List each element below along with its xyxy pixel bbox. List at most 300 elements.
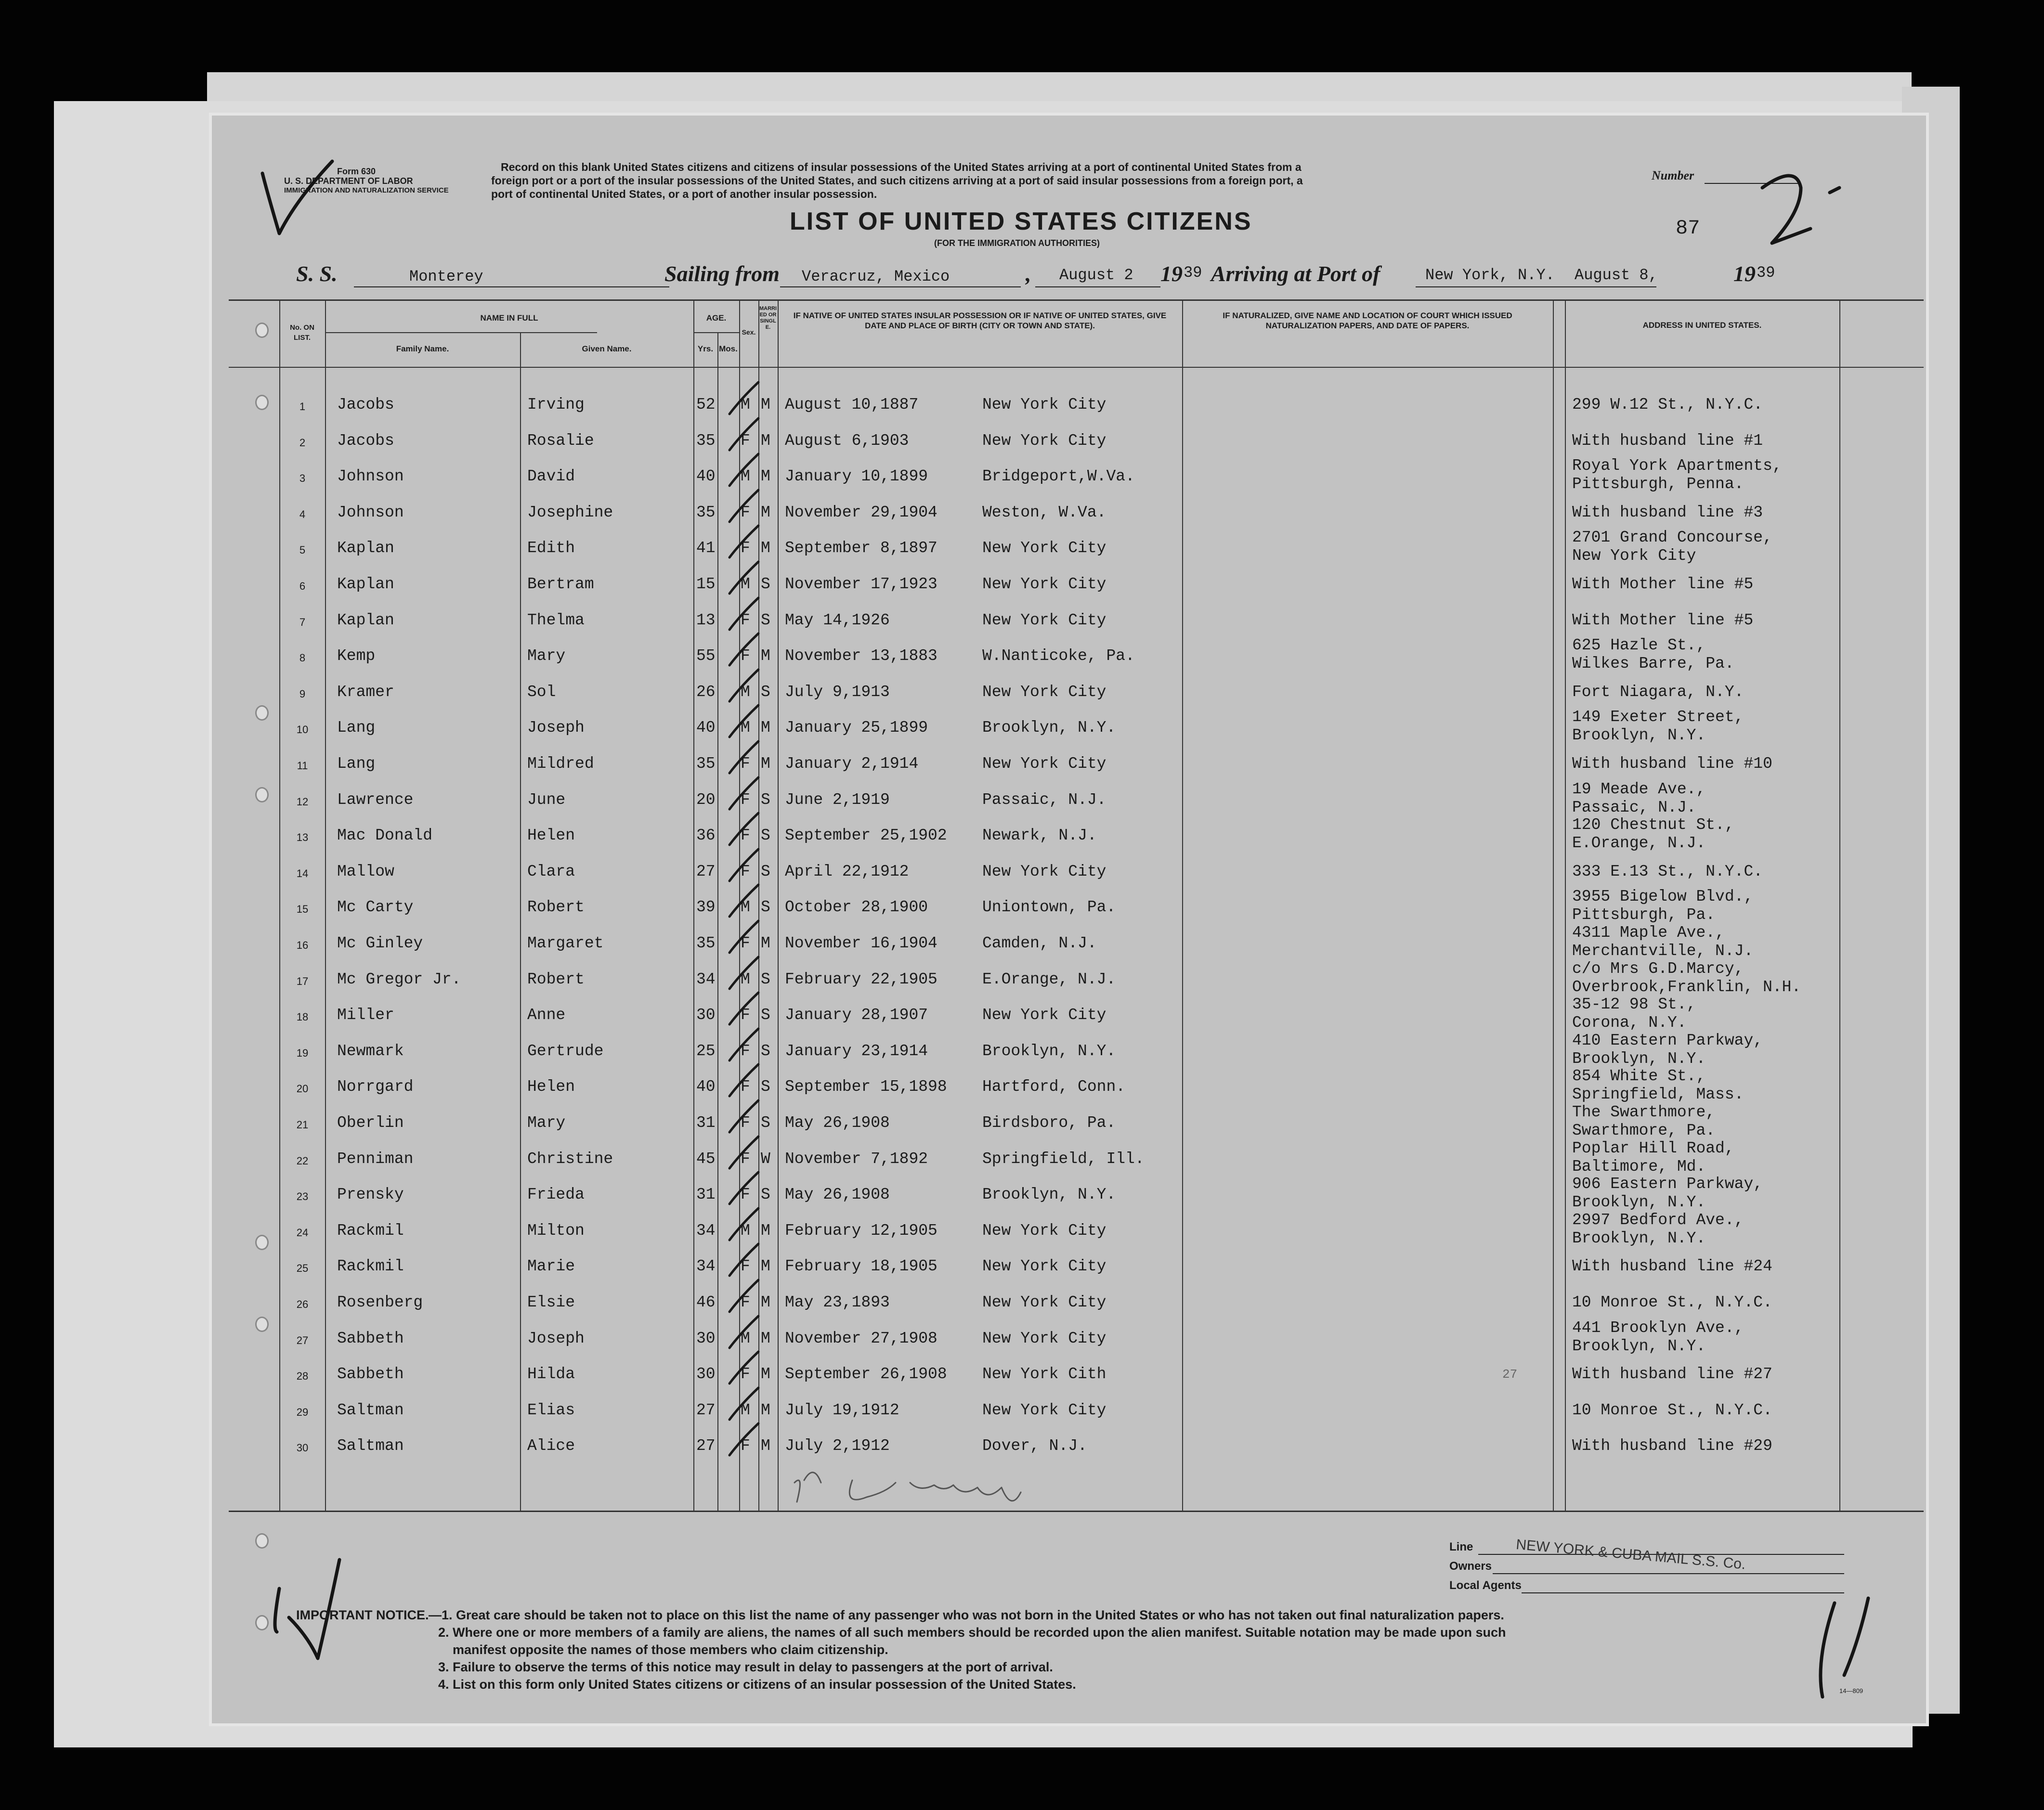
- birth-date: November 13,1883: [785, 647, 937, 665]
- row-number: 2: [299, 437, 306, 449]
- header-age: AGE.: [706, 313, 727, 323]
- age-years: 40: [696, 719, 716, 737]
- birth-date: May 26,1908: [785, 1114, 890, 1132]
- owners-underline: [1493, 1573, 1844, 1574]
- birth-date: May 23,1893: [785, 1293, 890, 1311]
- birth-place: New York City: [982, 683, 1107, 701]
- given-name: Christine: [527, 1150, 613, 1168]
- family-name: Rackmil: [337, 1222, 404, 1240]
- age-years: 27: [696, 1401, 716, 1419]
- header-name-in-full: NAME IN FULL: [480, 313, 538, 323]
- address-line: With husband line #27: [1572, 1365, 1772, 1383]
- given-name: Clara: [527, 863, 575, 880]
- address-line: With husband line #10: [1572, 755, 1772, 773]
- local-agents-label: Local Agents: [1449, 1579, 1522, 1592]
- birth-place: E.Orange, N.J.: [982, 970, 1116, 988]
- marital-status: S: [761, 1078, 770, 1096]
- family-name: Mallow: [337, 863, 394, 880]
- marital-status: M: [761, 432, 770, 450]
- address-line: 10 Monroe St., N.Y.C.: [1572, 1293, 1772, 1311]
- birth-date: July 9,1913: [785, 683, 890, 701]
- header-place-of-birth: IF NATIVE OF UNITED STATES INSULAR POSSESSION OR IF NATIVE OF UNITED STATES, GIVE DATE AND PLACE OF BIRTH (CITY OR TOWN AND STATE).: [793, 311, 1167, 330]
- sex: M: [741, 1401, 750, 1419]
- row-number: 9: [299, 688, 306, 700]
- header-address: ADDRESS IN UNITED STATES.: [1642, 321, 1762, 330]
- row-number: 20: [296, 1083, 309, 1095]
- marital-status: S: [761, 863, 770, 880]
- marital-status: M: [761, 1293, 770, 1311]
- family-name: Kramer: [337, 683, 394, 701]
- marital-status: M: [761, 1222, 770, 1240]
- birth-date: June 2,1919: [785, 791, 890, 809]
- notice-item-2: 2. Where one or more members of a family are aliens, the names of all such members should be recorded upon the alien manifest. Suitable notation may be made upon such: [438, 1625, 1506, 1640]
- marital-status: M: [761, 467, 770, 485]
- address-line: Wilkes Barre, Pa.: [1572, 655, 1734, 672]
- sex: F: [741, 1042, 750, 1060]
- line-label: Line: [1449, 1540, 1473, 1553]
- birth-date: November 29,1904: [785, 504, 937, 521]
- row-number: 21: [296, 1119, 309, 1131]
- age-years: 35: [696, 432, 716, 450]
- pencil-signature: [794, 1473, 1021, 1502]
- arrival-port: New York, N.Y.: [1425, 266, 1555, 284]
- address-line: 906 Eastern Parkway,: [1572, 1175, 1763, 1193]
- age-years: 35: [696, 934, 716, 952]
- notice-title: IMPORTANT NOTICE.: [296, 1608, 429, 1622]
- family-name: Sabbeth: [337, 1365, 404, 1383]
- given-name: Joseph: [527, 1330, 585, 1347]
- birth-place: New York City: [982, 1222, 1107, 1240]
- address-line: New York City: [1572, 547, 1696, 565]
- birth-date: September 26,1908: [785, 1365, 947, 1383]
- marital-status: S: [761, 898, 770, 916]
- address-line: Brooklyn, N.Y.: [1572, 1050, 1706, 1068]
- address-line: Passaic, N.J.: [1572, 799, 1696, 816]
- sex: M: [741, 898, 750, 916]
- birth-date: November 17,1923: [785, 575, 937, 593]
- birth-place: New York City: [982, 863, 1107, 880]
- age-years: 20: [696, 791, 716, 809]
- given-name: Milton: [527, 1222, 585, 1240]
- age-years: 34: [696, 970, 716, 988]
- marital-status: S: [761, 970, 770, 988]
- birth-date: November 7,1892: [785, 1150, 928, 1168]
- address-line: c/o Mrs G.D.Marcy,: [1572, 960, 1744, 978]
- birth-date: February 22,1905: [785, 970, 937, 988]
- birth-date: September 25,1902: [785, 827, 947, 844]
- address-line: Brooklyn, N.Y.: [1572, 726, 1706, 744]
- family-name: Mc Ginley: [337, 934, 423, 952]
- birth-date: January 28,1907: [785, 1006, 928, 1024]
- family-name: Norrgard: [337, 1078, 414, 1096]
- ss-label: S. S.: [296, 261, 338, 286]
- sex: M: [741, 575, 750, 593]
- birth-place: New York City: [982, 1257, 1107, 1275]
- age-years: 34: [696, 1257, 716, 1275]
- header-married-or-single: MARRIED OR SINGLE.: [759, 306, 777, 330]
- marital-status: S: [761, 683, 770, 701]
- sex: M: [741, 683, 750, 701]
- address-line: The Swarthmore,: [1572, 1103, 1716, 1121]
- sailing-year: 39: [1184, 264, 1202, 282]
- family-name: Jacobs: [337, 396, 394, 414]
- page-subtitle: (FOR THE IMMIGRATION AUTHORITIES): [934, 238, 1100, 248]
- birth-place: New York City: [982, 1006, 1107, 1024]
- handwritten-numeral: [1762, 176, 1810, 243]
- marital-status: M: [761, 1257, 770, 1275]
- age-years: 26: [696, 683, 716, 701]
- given-name: Robert: [527, 898, 585, 916]
- birth-place: Weston, W.Va.: [982, 504, 1107, 521]
- sex: M: [741, 467, 750, 485]
- family-name: Johnson: [337, 504, 404, 521]
- family-name: Kaplan: [337, 575, 394, 593]
- marital-status: M: [761, 755, 770, 773]
- age-years: 13: [696, 611, 716, 629]
- row-number: 10: [296, 724, 309, 736]
- marital-status: S: [761, 791, 770, 809]
- birth-date: October 28,1900: [785, 898, 928, 916]
- age-years: 39: [696, 898, 716, 916]
- row-number: 1: [299, 401, 306, 413]
- row-number: 5: [299, 544, 306, 556]
- marital-status: M: [761, 934, 770, 952]
- handwritten-marks: [212, 116, 1926, 1723]
- birth-date: August 6,1903: [785, 432, 909, 450]
- marital-status: S: [761, 1186, 770, 1203]
- given-name: Marie: [527, 1257, 575, 1275]
- sex: F: [741, 755, 750, 773]
- family-name: Johnson: [337, 467, 404, 485]
- family-name: Lang: [337, 755, 376, 773]
- birth-place: Brooklyn, N.Y.: [982, 1042, 1116, 1060]
- age-years: 40: [696, 1078, 716, 1096]
- header-years: Yrs.: [697, 344, 714, 353]
- row-number: 13: [296, 831, 309, 843]
- age-years: 35: [696, 755, 716, 773]
- age-years: 46: [696, 1293, 716, 1311]
- row-number: 11: [297, 760, 308, 772]
- age-years: 35: [696, 504, 716, 521]
- birth-place: New York City: [982, 1293, 1107, 1311]
- age-years: 31: [696, 1114, 716, 1132]
- birth-place: New York City: [982, 755, 1107, 773]
- address-line: With husband line #3: [1572, 504, 1763, 521]
- given-name: Alice: [527, 1437, 575, 1455]
- age-years: 31: [696, 1186, 716, 1203]
- row-number: 16: [296, 939, 309, 951]
- marital-status: M: [761, 1365, 770, 1383]
- given-name: Elias: [527, 1401, 575, 1419]
- sex: F: [741, 863, 750, 880]
- given-name: Joseph: [527, 719, 585, 737]
- birth-date: January 2,1914: [785, 755, 919, 773]
- service-name: IMMIGRATION AND NATURALIZATION SERVICE: [284, 186, 449, 194]
- marital-status: M: [761, 719, 770, 737]
- notice-item-2-cont: manifest opposite the names of those members who claim citizenship.: [453, 1642, 888, 1657]
- notice-item-4: 4. List on this form only United States citizens or citizens of an insular possession of the United States.: [438, 1677, 1076, 1692]
- marital-status: M: [761, 1437, 770, 1455]
- given-name: Helen: [527, 827, 575, 844]
- birth-place: New York Cith: [982, 1365, 1107, 1383]
- birth-place: Springfield, Ill.: [982, 1150, 1145, 1168]
- age-years: 45: [696, 1150, 716, 1168]
- instructions-line: Record on this blank United States citizens and citizens of insular possessions of the United States arriving at a port of continental United States from a: [501, 161, 1302, 173]
- family-name: Prensky: [337, 1186, 404, 1203]
- marital-status: S: [761, 1006, 770, 1024]
- age-years: 30: [696, 1330, 716, 1347]
- age-years: 52: [696, 396, 716, 414]
- birth-place: W.Nanticoke, Pa.: [982, 647, 1135, 665]
- address-line: Pittsburgh, Penna.: [1572, 475, 1744, 493]
- marital-status: M: [761, 1330, 770, 1347]
- marital-status: M: [761, 1401, 770, 1419]
- birth-date: January 10,1899: [785, 467, 928, 485]
- given-name: Elsie: [527, 1293, 575, 1311]
- given-name: David: [527, 467, 575, 485]
- address-line: 299 W.12 St., N.Y.C.: [1572, 396, 1763, 414]
- family-name: Saltman: [337, 1437, 404, 1455]
- birth-date: May 26,1908: [785, 1186, 890, 1203]
- family-name: Mc Carty: [337, 898, 414, 916]
- address-line: 333 E.13 St., N.Y.C.: [1572, 863, 1763, 880]
- sex: M: [741, 1222, 750, 1240]
- row-number: 15: [296, 903, 309, 915]
- marital-status: M: [761, 504, 770, 521]
- arrival-year: 39: [1757, 264, 1775, 282]
- family-name: Newmark: [337, 1042, 404, 1060]
- instructions-line: foreign port or a port of the insular possessions of the United States, and such citizens arriving at a port of said insular possessions from a foreign port, a: [491, 174, 1303, 187]
- given-name: Helen: [527, 1078, 575, 1096]
- marital-status: S: [761, 1114, 770, 1132]
- page-title: LIST OF UNITED STATES CITIZENS: [790, 207, 1252, 235]
- comma: ,: [1026, 261, 1031, 286]
- form-number: Form 630: [337, 167, 376, 176]
- row-number: 23: [296, 1190, 309, 1202]
- address-line: 3955 Bigelow Blvd.,: [1572, 888, 1754, 905]
- row-number: 8: [299, 652, 306, 664]
- header-sex: Sex.: [742, 328, 756, 336]
- address-line: 35-12 98 St.,: [1572, 996, 1696, 1013]
- row-number: 6: [299, 580, 306, 592]
- row-number: 25: [296, 1262, 309, 1274]
- arrival-date: August 8,: [1575, 266, 1658, 284]
- family-name: Oberlin: [337, 1114, 404, 1132]
- marital-status: S: [761, 575, 770, 593]
- marital-status: S: [761, 611, 770, 629]
- sex: F: [741, 934, 750, 952]
- address-line: 10 Monroe St., N.Y.C.: [1572, 1401, 1772, 1419]
- age-years: 34: [696, 1222, 716, 1240]
- given-name: Josephine: [527, 504, 613, 521]
- address-line: With husband line #24: [1572, 1257, 1772, 1275]
- address-line: Poplar Hill Road,: [1572, 1139, 1734, 1157]
- row-number: 14: [296, 867, 309, 879]
- sex: F: [741, 1186, 750, 1203]
- address-line: With Mother line #5: [1572, 575, 1754, 593]
- sex: F: [741, 1437, 750, 1455]
- given-name: Gertrude: [527, 1042, 604, 1060]
- pencil-note: 27: [1502, 1367, 1518, 1382]
- sailing-from-label: Sailing from: [664, 261, 780, 286]
- address-line: 2997 Bedford Ave.,: [1572, 1211, 1744, 1229]
- marital-status: M: [761, 647, 770, 665]
- arriving-label: Arriving at Port of: [1211, 261, 1380, 286]
- row-number: 29: [296, 1406, 309, 1418]
- given-name: Sol: [527, 683, 556, 701]
- given-name: Irving: [527, 396, 585, 414]
- family-name: Rosenberg: [337, 1293, 423, 1311]
- family-name: Kaplan: [337, 539, 394, 557]
- birth-place: Brooklyn, N.Y.: [982, 719, 1116, 737]
- family-name: Kaplan: [337, 611, 394, 629]
- given-name: Margaret: [527, 934, 604, 952]
- sex: F: [741, 1257, 750, 1275]
- address-line: 4311 Maple Ave.,: [1572, 924, 1725, 942]
- family-name: Mac Donald: [337, 827, 433, 844]
- sex: F: [741, 1365, 750, 1383]
- given-name: Mildred: [527, 755, 594, 773]
- row-number: 12: [296, 796, 309, 808]
- birth-date: January 23,1914: [785, 1042, 928, 1060]
- handwritten-stroke: [1830, 188, 1839, 193]
- department-name: U. S. DEPARTMENT OF LABOR: [284, 176, 413, 186]
- birth-date: February 12,1905: [785, 1222, 937, 1240]
- birth-date: November 16,1904: [785, 934, 937, 952]
- address-line: With husband line #29: [1572, 1437, 1772, 1455]
- address-line: 625 Hazle St.,: [1572, 636, 1706, 654]
- handwritten-stroke: [275, 1589, 279, 1632]
- given-name: Frieda: [527, 1186, 585, 1203]
- handwritten-checkmark: [262, 161, 332, 233]
- sex: F: [741, 1150, 750, 1168]
- handwritten-stroke: [1821, 1598, 1868, 1697]
- row-number: 3: [299, 472, 306, 484]
- given-name: June: [527, 791, 566, 809]
- address-line: 854 White St.,: [1572, 1067, 1706, 1085]
- row-number: 4: [299, 508, 306, 520]
- manifest-page: [212, 116, 1926, 1723]
- birth-place: Brooklyn, N.Y.: [982, 1186, 1116, 1203]
- age-years: 30: [696, 1365, 716, 1383]
- given-name: Hilda: [527, 1365, 575, 1383]
- marital-status: W: [761, 1150, 770, 1168]
- sex: F: [741, 791, 750, 809]
- birth-date: July 19,1912: [785, 1401, 899, 1419]
- address-line: Brooklyn, N.Y.: [1572, 1337, 1706, 1355]
- address-line: Baltimore, Md.: [1572, 1158, 1706, 1176]
- sex: F: [741, 647, 750, 665]
- family-name: Miller: [337, 1006, 394, 1024]
- given-name: Robert: [527, 970, 585, 988]
- age-years: 30: [696, 1006, 716, 1024]
- family-name: Penniman: [337, 1150, 414, 1168]
- given-name: Rosalie: [527, 432, 594, 450]
- sex: M: [741, 719, 750, 737]
- marital-status: M: [761, 396, 770, 414]
- sex: F: [741, 1293, 750, 1311]
- sex: F: [741, 611, 750, 629]
- birth-date: August 10,1887: [785, 396, 919, 414]
- address-line: Fort Niagara, N.Y.: [1572, 683, 1744, 701]
- family-name: Sabbeth: [337, 1330, 404, 1347]
- address-line: Pittsburgh, Pa.: [1572, 906, 1716, 924]
- sex: M: [741, 970, 750, 988]
- birth-place: Dover, N.J.: [982, 1437, 1087, 1455]
- birth-date: May 14,1926: [785, 611, 890, 629]
- ship-name: Monterey: [409, 268, 483, 285]
- header-given-name: Given Name.: [582, 344, 632, 353]
- birth-place: Bridgeport,W.Va.: [982, 467, 1135, 485]
- birth-place: Hartford, Conn.: [982, 1078, 1126, 1096]
- age-years: 40: [696, 467, 716, 485]
- given-name: Mary: [527, 1114, 566, 1132]
- sex: F: [741, 1114, 750, 1132]
- header-no-on-list: No. ON LIST.: [290, 323, 314, 342]
- birth-place: New York City: [982, 432, 1107, 450]
- address-line: 441 Brooklyn Ave.,: [1572, 1319, 1744, 1337]
- address-line: Springfield, Mass.: [1572, 1086, 1744, 1103]
- owners-label: Owners: [1449, 1560, 1492, 1573]
- line-company-stamp: NEW YORK & CUBA MAIL S.S. Co.: [1515, 1537, 1746, 1573]
- birth-place: New York City: [982, 1401, 1107, 1419]
- address-line: 2701 Grand Concourse,: [1572, 529, 1772, 546]
- birth-date: July 2,1912: [785, 1437, 890, 1455]
- address-line: 149 Exeter Street,: [1572, 708, 1744, 726]
- row-number: 28: [296, 1370, 309, 1382]
- family-name: Saltman: [337, 1401, 404, 1419]
- sheet-number: 87: [1676, 217, 1700, 240]
- address-line: Brooklyn, N.Y.: [1572, 1193, 1706, 1211]
- sex: M: [741, 396, 750, 414]
- sex: F: [741, 432, 750, 450]
- birth-date: April 22,1912: [785, 863, 909, 880]
- birth-place: Birdsboro, Pa.: [982, 1114, 1116, 1132]
- address-line: With Mother line #5: [1572, 611, 1754, 629]
- family-name: Kemp: [337, 647, 376, 665]
- birth-place: Newark, N.J.: [982, 827, 1097, 844]
- row-number: 22: [296, 1155, 309, 1167]
- given-name: Mary: [527, 647, 566, 665]
- address-line: Merchantville, N.J.: [1572, 942, 1754, 960]
- address-line: Brooklyn, N.Y.: [1572, 1229, 1706, 1247]
- marital-status: S: [761, 827, 770, 844]
- agents-underline: [1522, 1592, 1844, 1593]
- row-number: 26: [296, 1298, 309, 1310]
- birth-place: New York City: [982, 575, 1107, 593]
- age-years: 15: [696, 575, 716, 593]
- notice-item-1: —1. Great care should be taken not to place on this list the name of any passenger who was not born in the United States or who has not taken out final naturalization papers.: [429, 1608, 1504, 1622]
- row-number: 7: [299, 616, 306, 628]
- birth-place: Uniontown, Pa.: [982, 898, 1116, 916]
- address-line: Corona, N.Y.: [1572, 1014, 1687, 1032]
- header-naturalization: IF NATURALIZED, GIVE NAME AND LOCATION OF COURT WHICH ISSUED NATURALIZATION PAPERS, AND DATE OF PAPERS.: [1223, 311, 1512, 330]
- family-name: Mc Gregor Jr.: [337, 970, 461, 988]
- birth-date: September 15,1898: [785, 1078, 947, 1096]
- birth-date: January 25,1899: [785, 719, 928, 737]
- header-family-name: Family Name.: [396, 344, 449, 353]
- birth-place: New York City: [982, 1330, 1107, 1347]
- birth-place: New York City: [982, 539, 1107, 557]
- age-years: 36: [696, 827, 716, 844]
- row-number: 18: [296, 1011, 309, 1023]
- address-line: 120 Chestnut St.,: [1572, 816, 1734, 834]
- row-number: 17: [296, 975, 309, 987]
- family-name: Rackmil: [337, 1257, 404, 1275]
- sex: M: [741, 1330, 750, 1347]
- arrive-year-prefix: 19: [1733, 261, 1756, 286]
- sex: F: [741, 539, 750, 557]
